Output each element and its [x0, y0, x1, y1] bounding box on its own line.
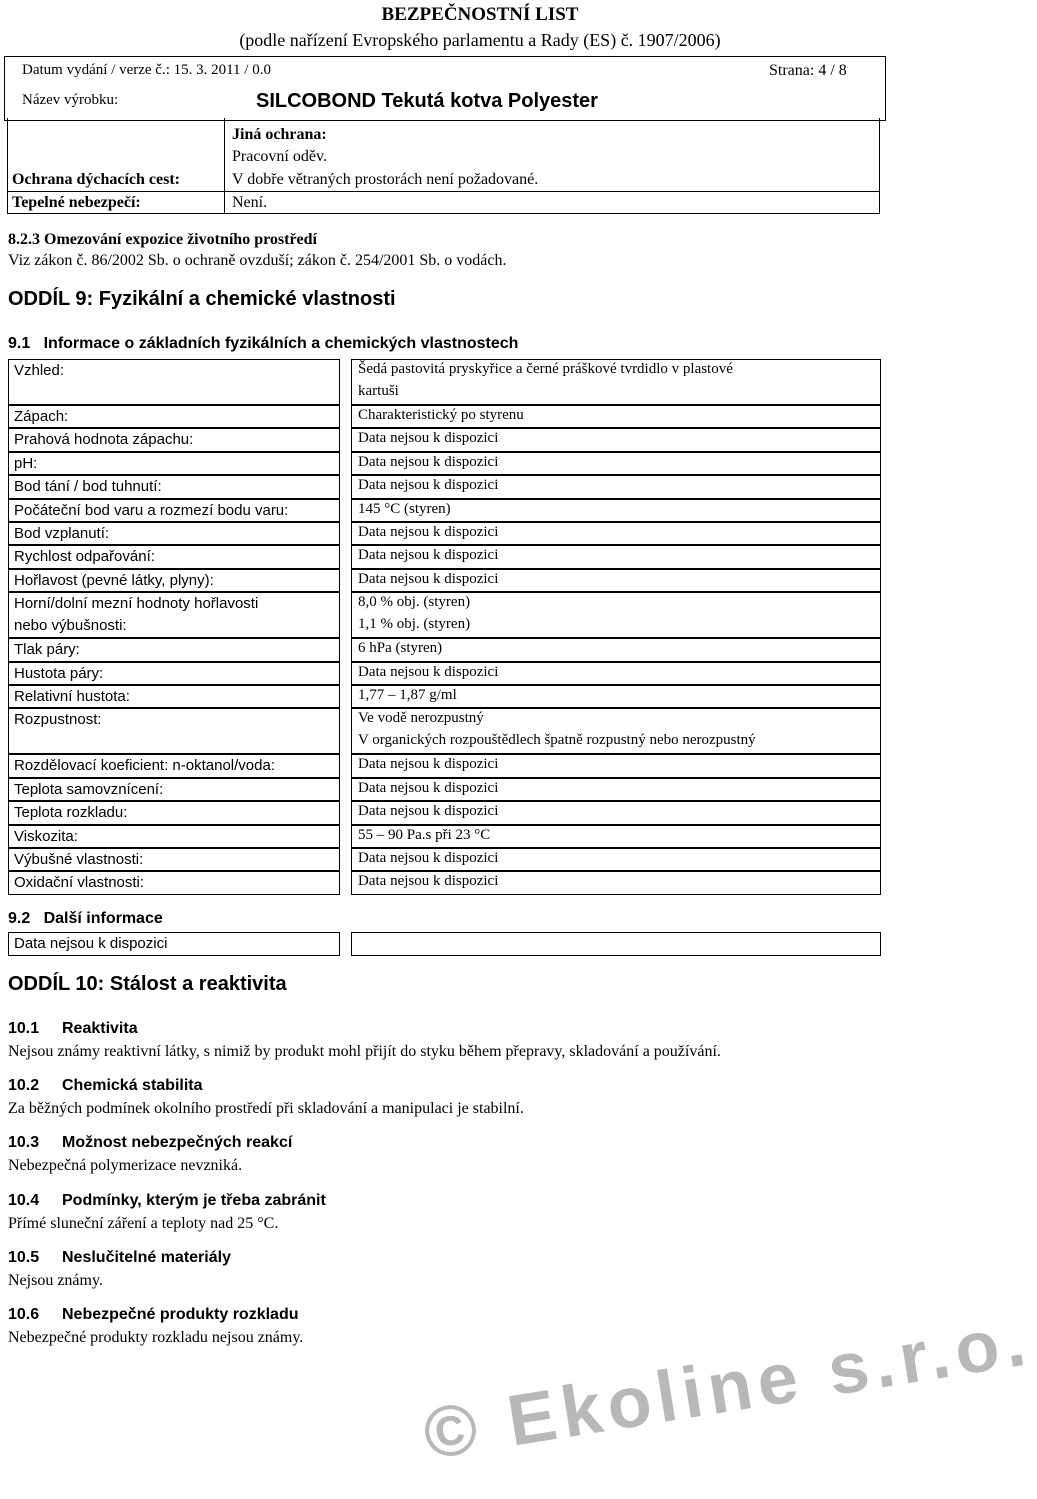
property-value: Data nejsou k dispozici	[358, 453, 499, 470]
other-protection-label: Jiná ochrana:	[232, 126, 327, 143]
protection-table-rule	[7, 191, 880, 192]
protection-table-divider	[224, 118, 225, 214]
property-value: Data nejsou k dispozici	[358, 663, 499, 680]
subsection-text: Přímé sluneční záření a teploty nad 25 °C.	[8, 1214, 279, 1232]
subsection-title: Chemická stabilita	[62, 1077, 203, 1095]
subsection-heading	[8, 1134, 292, 1152]
property-label: Rozdělovací koeficient: n-oktanol/voda:	[14, 757, 275, 775]
property-label: Horní/dolní mezní hodnoty hořlavosti	[14, 595, 259, 613]
property-label: Hořlavost (pevné látky, plyny):	[14, 571, 214, 589]
subsection-title: Nebezpečné produkty rozkladu	[62, 1306, 299, 1323]
subsection-text: Nebezpečná polymerizace nevzniká.	[8, 1157, 243, 1175]
product-label: Název výrobku:	[22, 92, 119, 108]
property-value: Data nejsou k dispozici	[358, 547, 499, 564]
subsection-text: Nejsou známy.	[8, 1271, 103, 1289]
subsection-title: Možnost nebezpečných reakcí	[62, 1134, 293, 1152]
subsection-9-1-title: Informace o základních fyzikálních a chemických vlastnostech	[43, 335, 519, 352]
property-value: Data nejsou k dispozici	[358, 850, 499, 866]
subsection-9-1-number: 9.1	[8, 335, 31, 352]
property-value: 145 °C (styren)	[358, 500, 451, 517]
other-protection-value: Pracovní oděv.	[232, 148, 327, 165]
subsection-text: Za běžných podmínek okolního prostředí při skladování a manipulaci je stabilní.	[8, 1100, 524, 1118]
property-label: Teplota samovznícení:	[14, 780, 164, 798]
property-label: Zápach:	[14, 408, 69, 425]
subsection-number: 10.6	[8, 1306, 40, 1323]
property-label: Tlak páry:	[14, 641, 80, 659]
respiratory-value: V dobře větraných prostorách není požadované.	[232, 171, 539, 188]
property-value: Šedá pastovitá pryskyřice a černé práškové tvrdidlo v plastové	[358, 361, 733, 377]
property-value: 55 – 90 Pa.s při 23 °C	[358, 826, 491, 843]
subsection-title: Neslučitelné materiály	[62, 1248, 231, 1266]
subsection-number: 10.2	[8, 1077, 40, 1095]
property-label: Relativní hustota:	[14, 688, 130, 705]
section-10-heading: ODDÍL 10: Stálost a reaktivita	[8, 973, 287, 995]
property-value: Data nejsou k dispozici	[358, 477, 499, 494]
property-label: Výbušné vlastnosti:	[14, 851, 144, 868]
product-name: SILCOBOND Tekutá kotva Polyester	[256, 90, 598, 112]
subsection-9-2-number: 9.2	[8, 910, 31, 927]
property-label: pH:	[14, 454, 38, 472]
subsection-9-1-heading	[8, 335, 518, 353]
subsection-text: Nejsou známy reaktivní látky, s nimiž by produkt mohl přijít do styku během přepravy, skladování a používání.	[8, 1043, 721, 1060]
document-subtitle: (podle nařízení Evropského parlamentu a Rady (ES) č. 1907/2006)	[239, 30, 721, 50]
subsection-title: Podmínky, kterým je třeba zabránit	[62, 1191, 326, 1209]
environment-heading: 8.2.3 Omezování expozice životního prostředí	[8, 231, 317, 248]
property-value: Data nejsou k dispozici	[358, 779, 499, 796]
property-value: Data nejsou k dispozici	[358, 570, 499, 587]
property-value: Data nejsou k dispozici	[358, 873, 499, 890]
subsection-heading	[8, 1306, 299, 1324]
subsection-9-2-title: Další informace	[43, 910, 163, 927]
subsection-heading	[8, 1020, 138, 1038]
issue-date: Datum vydání / verze č.: 15. 3. 2011 / 0.0	[22, 62, 271, 78]
other-info-value: Data nejsou k dispozici	[14, 935, 168, 952]
property-label: Počáteční bod varu a rozmezí bodu varu:	[14, 501, 289, 519]
property-label-cell	[8, 452, 340, 475]
property-label: Oxidační vlastnosti:	[14, 874, 145, 892]
section-9-heading: ODDÍL 9: Fyzikální a chemické vlastnosti	[8, 288, 396, 310]
property-value-line2: 1,1 % obj. (styren)	[358, 616, 471, 633]
property-value: Data nejsou k dispozici	[358, 524, 499, 540]
property-label: Vzhled:	[14, 362, 65, 379]
thermal-hazard-value: Není.	[232, 194, 268, 211]
property-value: Data nejsou k dispozici	[358, 756, 499, 773]
document-title: BEZPEČNOSTNÍ LIST	[381, 4, 579, 25]
property-label-line2: nebo výbušnosti:	[14, 617, 127, 635]
subsection-number: 10.3	[8, 1134, 40, 1152]
property-label: Teplota rozkladu:	[14, 804, 128, 822]
copyright-watermark: © Ekoline s.r.o.	[418, 1300, 1037, 1476]
subsection-number: 10.4	[8, 1191, 40, 1209]
subsection-heading	[8, 1077, 203, 1095]
thermal-hazard-label: Tepelné nebezpečí:	[12, 194, 141, 211]
property-value: Ve vodě nerozpustný	[358, 710, 484, 727]
property-value: Data nejsou k dispozici	[358, 803, 499, 820]
subsection-heading	[8, 1249, 231, 1267]
property-label: Bod tání / bod tuhnutí:	[14, 478, 162, 496]
environment-text: Viz zákon č. 86/2002 Sb. o ochraně ovzduší; zákon č. 254/2001 Sb. o vodách.	[8, 252, 507, 269]
property-value: 6 hPa (styren)	[358, 640, 443, 657]
subsection-title: Reaktivita	[62, 1020, 138, 1037]
property-value: Data nejsou k dispozici	[358, 430, 499, 447]
property-value: 1,77 – 1,87 g/ml	[358, 687, 457, 703]
property-label: Prahová hodnota zápachu:	[14, 431, 194, 449]
property-label: Hustota páry:	[14, 664, 104, 682]
respiratory-label: Ochrana dýchacích cest:	[12, 171, 180, 188]
page-number: Strana: 4 / 8	[769, 62, 847, 79]
subsection-number: 10.1	[8, 1020, 40, 1037]
subsection-text: Nebezpečné produkty rozkladu nejsou známy.	[8, 1329, 304, 1346]
subsection-number: 10.5	[8, 1248, 40, 1266]
subsection-9-2-heading	[8, 910, 163, 928]
property-value-line2: V organických rozpouštědlech špatně rozpustný nebo nerozpustný	[358, 732, 756, 749]
property-label: Rozpustnost:	[14, 711, 102, 729]
subsection-heading	[8, 1192, 326, 1210]
other-info-box-right	[351, 932, 881, 956]
property-value: 8,0 % obj. (styren)	[358, 594, 471, 611]
property-value-line2: kartuši	[358, 383, 399, 399]
property-value: Charakteristický po styrenu	[358, 407, 524, 423]
property-label: Viskozita:	[14, 827, 78, 845]
property-label: Rychlost odpařování:	[14, 548, 155, 566]
property-label: Bod vzplanutí:	[14, 525, 110, 542]
